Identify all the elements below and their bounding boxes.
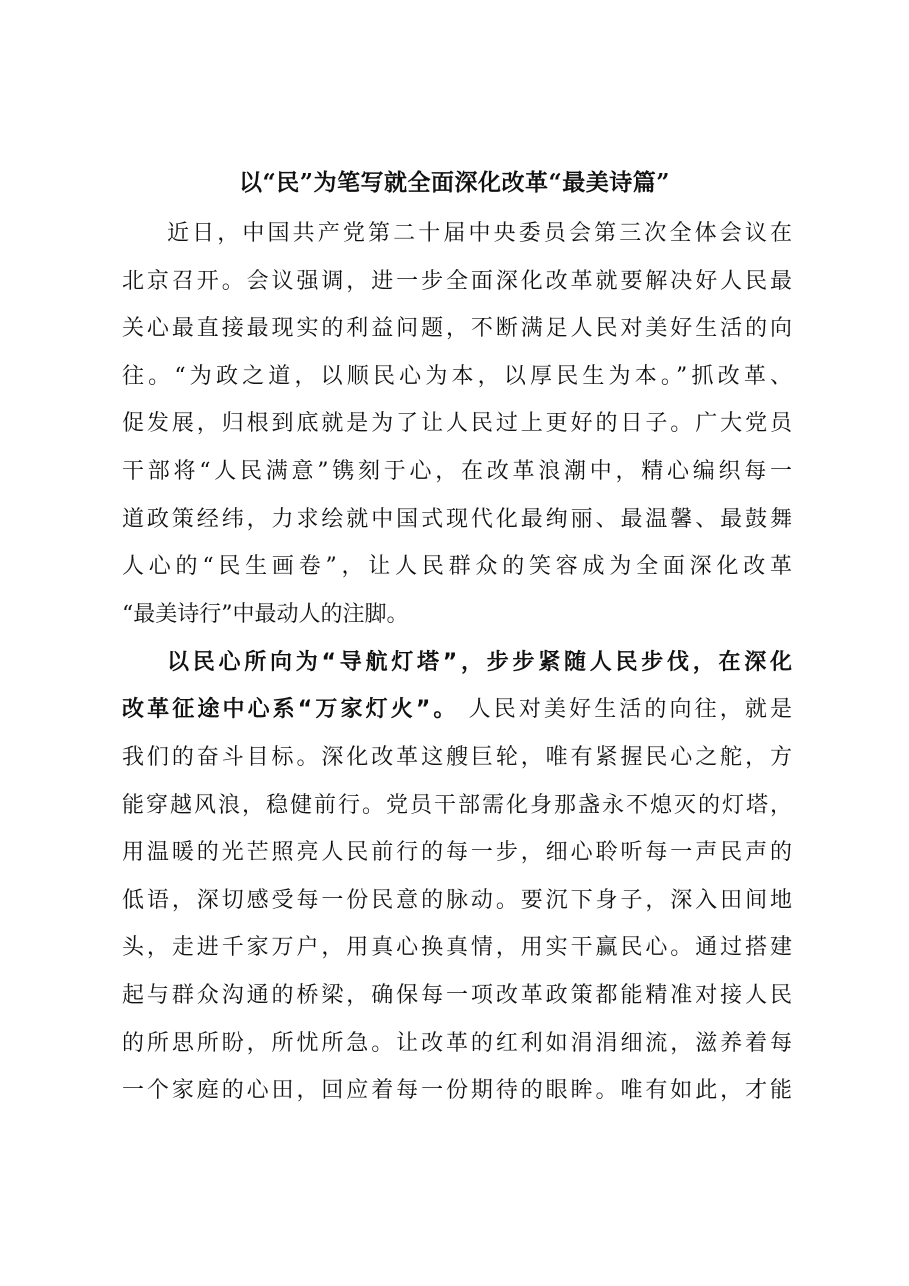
- document-title: 以“民”为笔写就全面深化改革“最美诗篇”: [239, 169, 670, 196]
- paragraph-line: 近日，中国共产党第二十届中央委员会第三次全体会议在: [167, 221, 792, 246]
- paragraph-line: 一个家庭的心田，回应着每一份期待的眼眸。唯有如此，才能: [122, 1078, 792, 1103]
- paragraph-line: 起与群众沟通的桥梁，确保每一项改革政策都能精准对接人民: [122, 983, 792, 1008]
- paragraph-line: 往。“为政之道，以顺民心为本，以厚民生为本。”抓改革、: [122, 364, 792, 389]
- paragraph-line: 干部将“人民满意”镌刻于心，在改革浪潮中，精心编织每一: [122, 459, 792, 484]
- paragraph-line: 的所思所盼，所忧所急。让改革的红利如涓涓细流，滋养着每: [122, 1031, 792, 1056]
- paragraph-line: 能穿越风浪，稳健前行。党员干部需化身那盏永不熄灭的灯塔，: [122, 793, 792, 818]
- paragraph-line: 头，走进千家万户，用真心换真情，用实干赢民心。通过搭建: [122, 935, 792, 960]
- paragraph-line: 促发展，归根到底就是为了让人民过上更好的日子。广大党员: [122, 411, 792, 436]
- paragraph-line: 用温暖的光芒照亮人民前行的每一步，细心聆听每一声民声的: [122, 840, 792, 865]
- paragraph-line: 关心最直接最现实的利益问题，不断满足人民对美好生活的向: [122, 316, 792, 341]
- section-heading-line: 改革征途中心系“万家灯火”。: [122, 697, 459, 722]
- paragraph-line: 我们的奋斗目标。深化改革这艘巨轮，唯有紧握民心之舵，方: [122, 745, 792, 770]
- paragraph-line: 北京召开。会议强调，进一步全面深化改革就要解决好人民最: [122, 269, 792, 294]
- paragraph-line-mixed: [122, 690, 792, 730]
- section-heading-line: 以民心所向为“导航灯塔”，步步紧随人民步伐，在深化: [167, 650, 792, 675]
- paragraph-line: 道政策经纬，力求绘就中国式现代化最绚丽、最温馨、最鼓舞: [122, 507, 792, 532]
- paragraph-line: 人心的“民生画卷”，让人民群众的笑容成为全面深化改革: [122, 554, 792, 579]
- paragraph-line: “最美诗行”中最动人的注脚。: [122, 602, 409, 627]
- paragraph-line: 低语，深切感受每一份民意的脉动。要沉下身子，深入田间地: [122, 888, 792, 913]
- paragraph-text: 人民对美好生活的向往，就是: [458, 697, 792, 722]
